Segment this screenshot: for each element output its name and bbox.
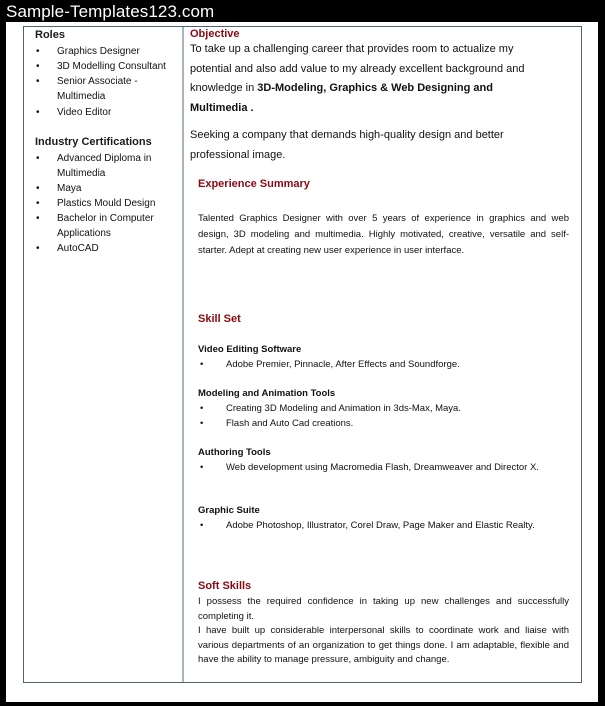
objective-heading: Objective [190, 28, 240, 40]
certification-label: Advanced Diploma in Multimedia [57, 153, 152, 179]
skill-group-title: Modeling and Animation Tools [198, 388, 336, 399]
soft-skills-para-2: I have built up considerable interpersonal skills to coordinate work and liaise with various departments of an organization to get things done. I am adaptable, flexible and have the ability to manage pressure, ambiguity and change. [198, 625, 569, 665]
bullet-icon: • [36, 76, 40, 87]
role-label: Video Editor [57, 107, 112, 118]
bullet-icon: • [200, 462, 204, 473]
soft-skills-para-1: I possess the required confidence in taking up new challenges and successfully completing it. [198, 596, 569, 622]
skill-text: Creating 3D Modeling and Animation in 3ds-Max, Maya. [226, 403, 461, 414]
certification-label: AutoCAD [57, 243, 99, 254]
skill-text: Web development using Macromedia Flash, Dreamweaver and Director X. [226, 462, 539, 473]
bullet-icon: • [200, 418, 204, 429]
experience-text: Talented Graphics Designer with over 5 years of experience in graphics and web design, 3D modeling and multimedia. Highly motivated, creative, versatile and self-starter. Adept at creating new user experience in user interface. [198, 213, 569, 256]
skill-group-title: Authoring Tools [198, 447, 271, 458]
certification-label: Bachelor in Computer Applications [57, 213, 154, 239]
bullet-icon: • [36, 153, 40, 164]
skill-text: Flash and Auto Cad creations. [226, 418, 354, 429]
objective-text-end: . [247, 101, 254, 114]
bullet-icon: • [36, 183, 40, 194]
bullet-icon: • [200, 403, 204, 414]
skill-group-title: Graphic Suite [198, 505, 260, 516]
role-label: Senior Associate - Multimedia [57, 76, 138, 102]
bullet-icon: • [200, 359, 204, 370]
right-column [184, 27, 581, 682]
experience-heading: Experience Summary [198, 178, 310, 190]
bullet-icon: • [36, 213, 40, 224]
skillset-heading: Skill Set [198, 313, 241, 325]
objective-text-bold: 3D-Modeling, Graphics & Web Designing and Multimedia [190, 82, 493, 114]
bullet-icon: • [36, 198, 40, 209]
objective-text-plain: To take up a challenging career that provides room to actualize my potential and also add value to my already excellent background and knowledge in [190, 43, 525, 94]
certifications-heading: Industry Certifications [35, 136, 152, 148]
skill-text: Adobe Photoshop, Illustrator, Corel Draw, Page Maker and Elastic Realty. [226, 520, 535, 531]
bullet-icon: • [200, 520, 204, 531]
soft-skills-heading: Soft Skills [198, 580, 252, 592]
certification-label: Maya [57, 183, 82, 194]
resume-page [6, 22, 598, 702]
certification-label: Plastics Mould Design [57, 198, 156, 209]
bullet-icon: • [36, 61, 40, 72]
roles-heading: Roles [35, 29, 65, 41]
site-watermark-title: Sample-Templates123.com [6, 2, 215, 21]
skill-group-title: Video Editing Software [198, 344, 302, 355]
left-column [24, 27, 184, 682]
role-label: Graphics Designer [57, 46, 140, 57]
role-label: 3D Modelling Consultant [57, 61, 166, 72]
bullet-icon: • [36, 107, 40, 118]
objective-text [190, 40, 540, 118]
objective-seeking: Seeking a company that demands high-quality design and better professional image. [190, 129, 504, 161]
bullet-icon: • [36, 243, 40, 254]
bullet-icon: • [36, 46, 40, 57]
skill-text: Adobe Premier, Pinnacle, After Effects and Soundforge. [226, 359, 460, 370]
resume-table [23, 26, 582, 683]
